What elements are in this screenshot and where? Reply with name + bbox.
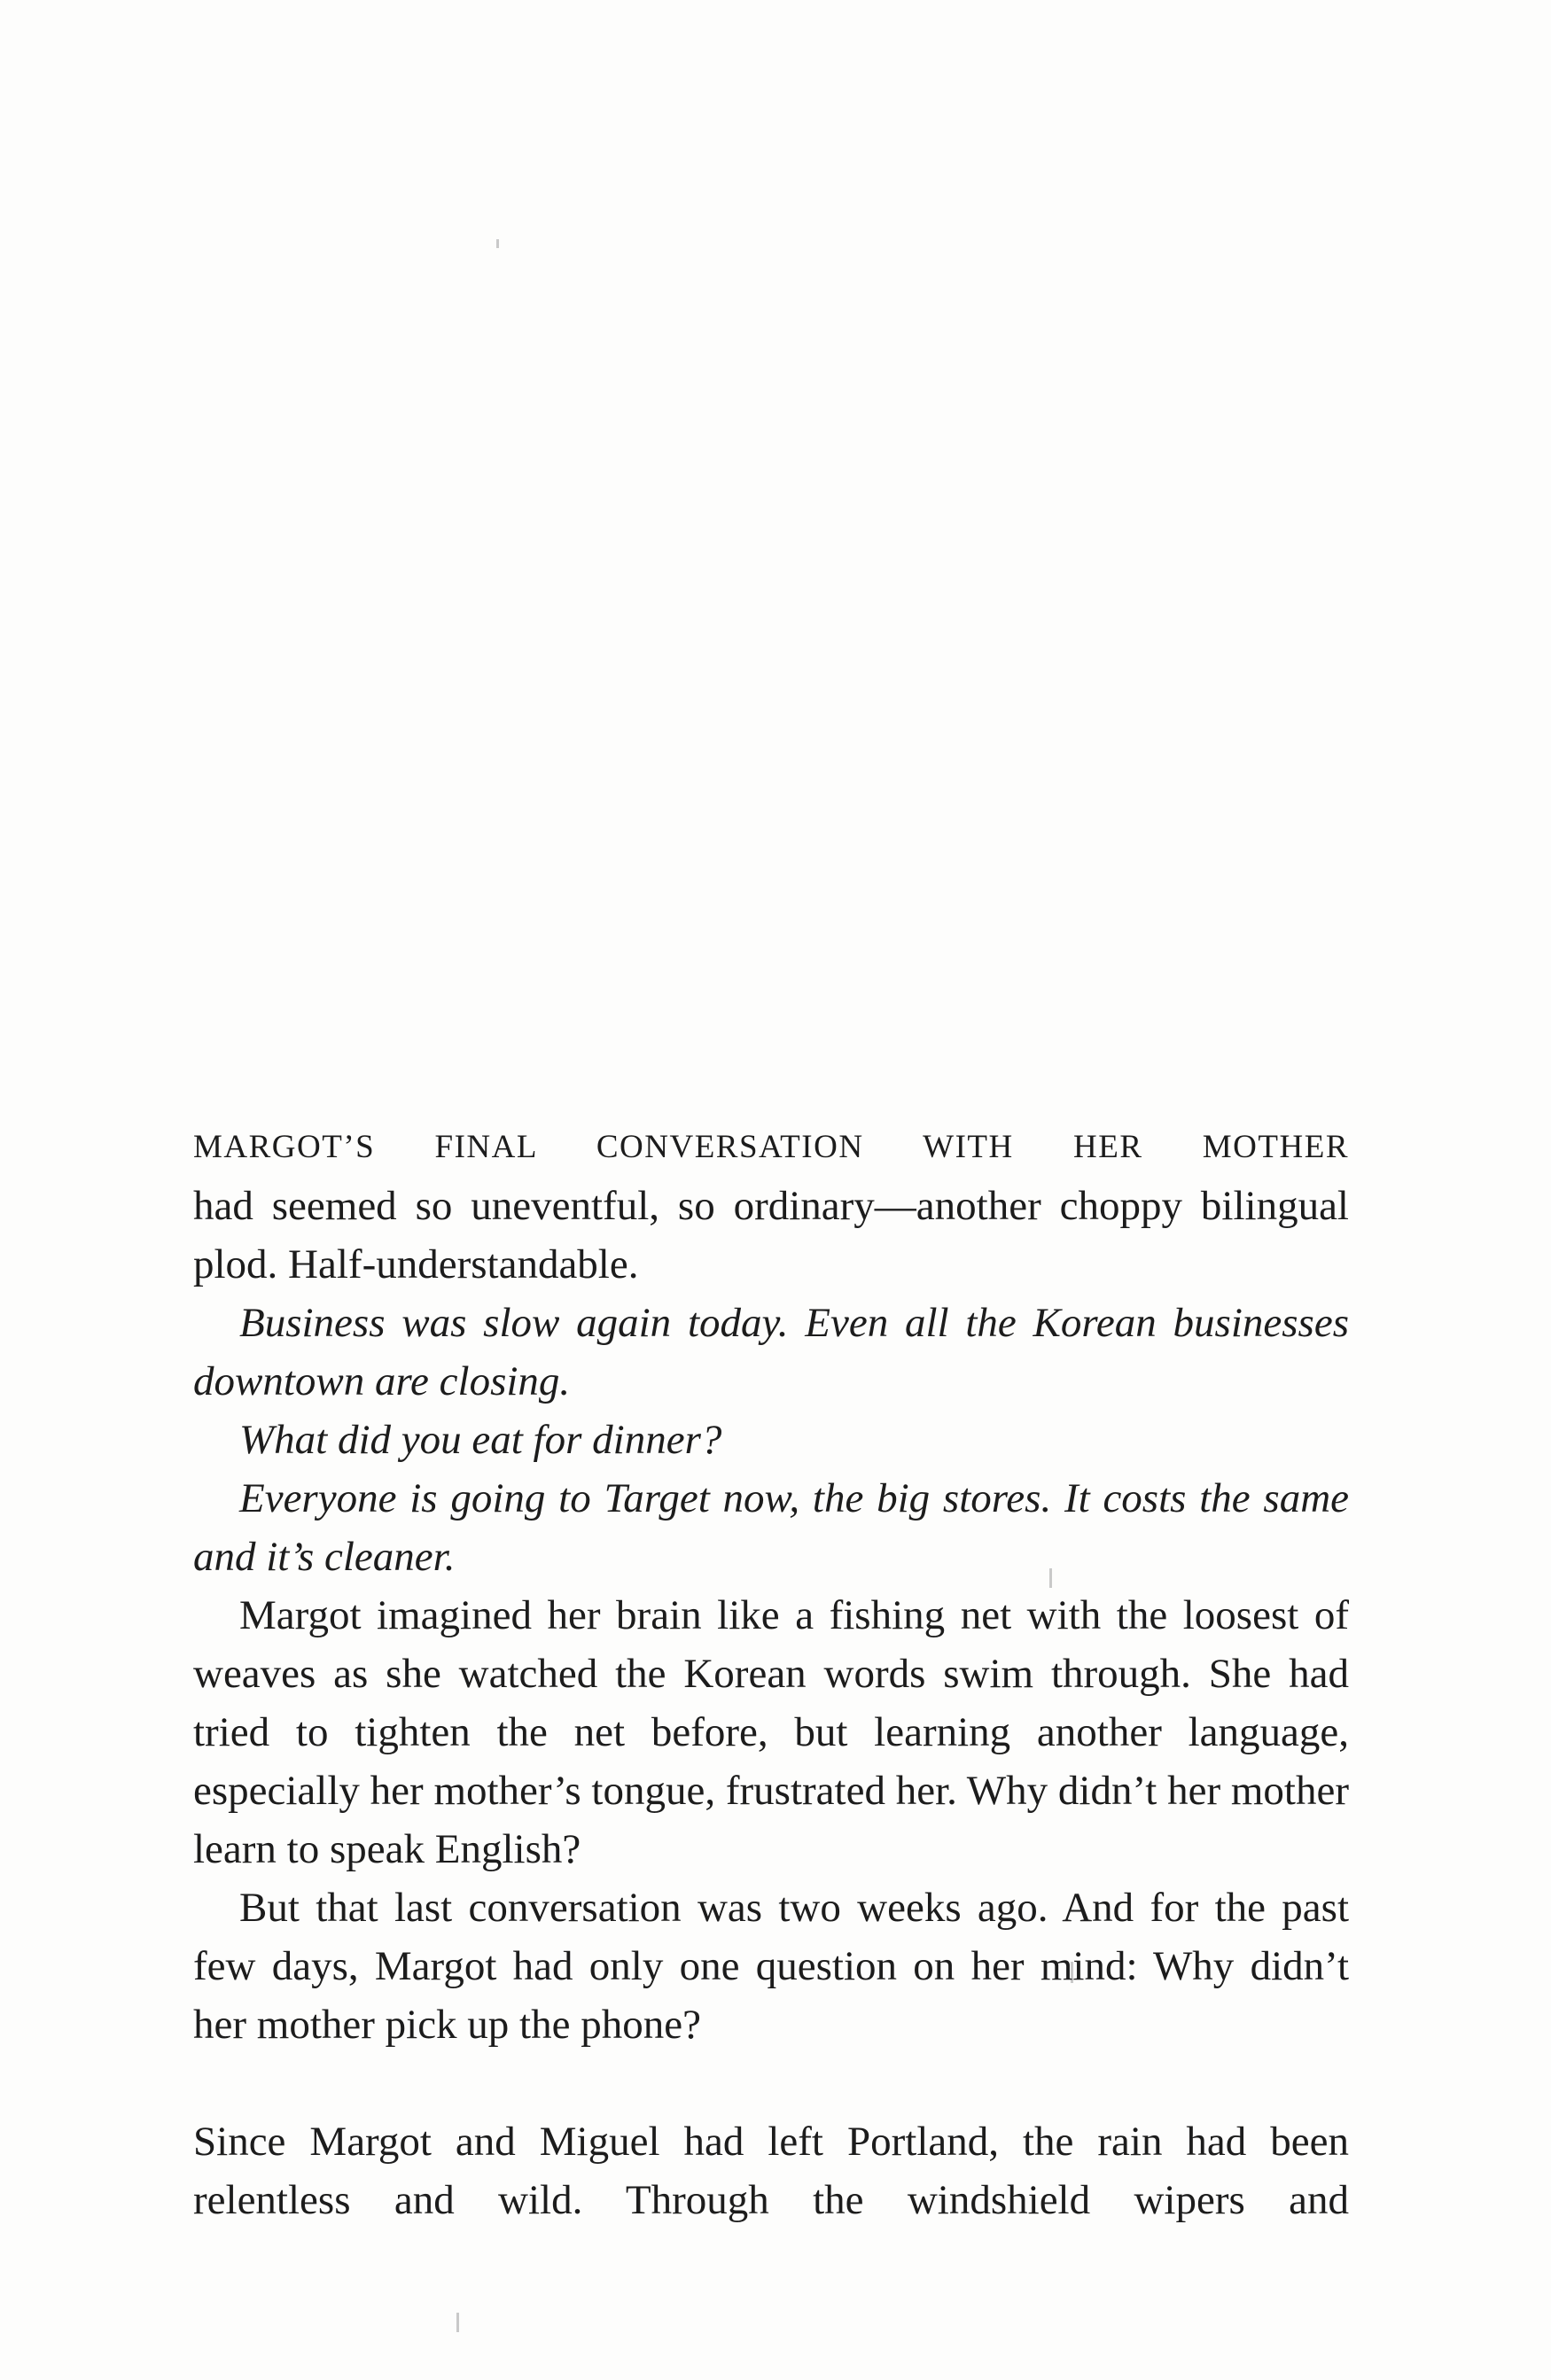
opening-small-caps: MARGOT’S FINAL CONVERSATION WITH HER MOTHER: [193, 1129, 1349, 1165]
chapter-text: [193, 1118, 1349, 2229]
body-paragraph: Margot imagined her brain like a fishing net with the loosest of weaves as she watched the Korean words swim through. She had tried to tighten the net before, but learning another language, especially her mother’s tongue, frustrated her. Why didn’t her mother learn to speak English?: [193, 1592, 1349, 1872]
dialogue-line: Business was slow again today. Even all the Korean businesses downtown are closing.: [193, 1300, 1349, 1404]
scan-speck: [456, 2313, 459, 2332]
opening-paragraph: [193, 1118, 1349, 1294]
section-break: [193, 2054, 1349, 2112]
scan-speck: [496, 239, 499, 248]
dialogue-line: What did you eat for dinner?: [239, 1417, 722, 1463]
body-paragraph: But that last conversation was two weeks ago. And for the past few days, Margot had only one question on her mind: Why didn’t her mother pick up the phone?: [193, 1885, 1349, 2048]
dialogue-line: Everyone is going to Target now, the big stores. It costs the same and it’s cleaner.: [193, 1475, 1349, 1580]
section-opening-paragraph: Since Margot and Miguel had left Portland, the rain had been relentless and wild. Through the windshield wipers and: [193, 2119, 1349, 2223]
opening-text: had seemed so uneventful, so ordinary—another choppy bilingual plod. Half-understandable.: [193, 1183, 1349, 1287]
